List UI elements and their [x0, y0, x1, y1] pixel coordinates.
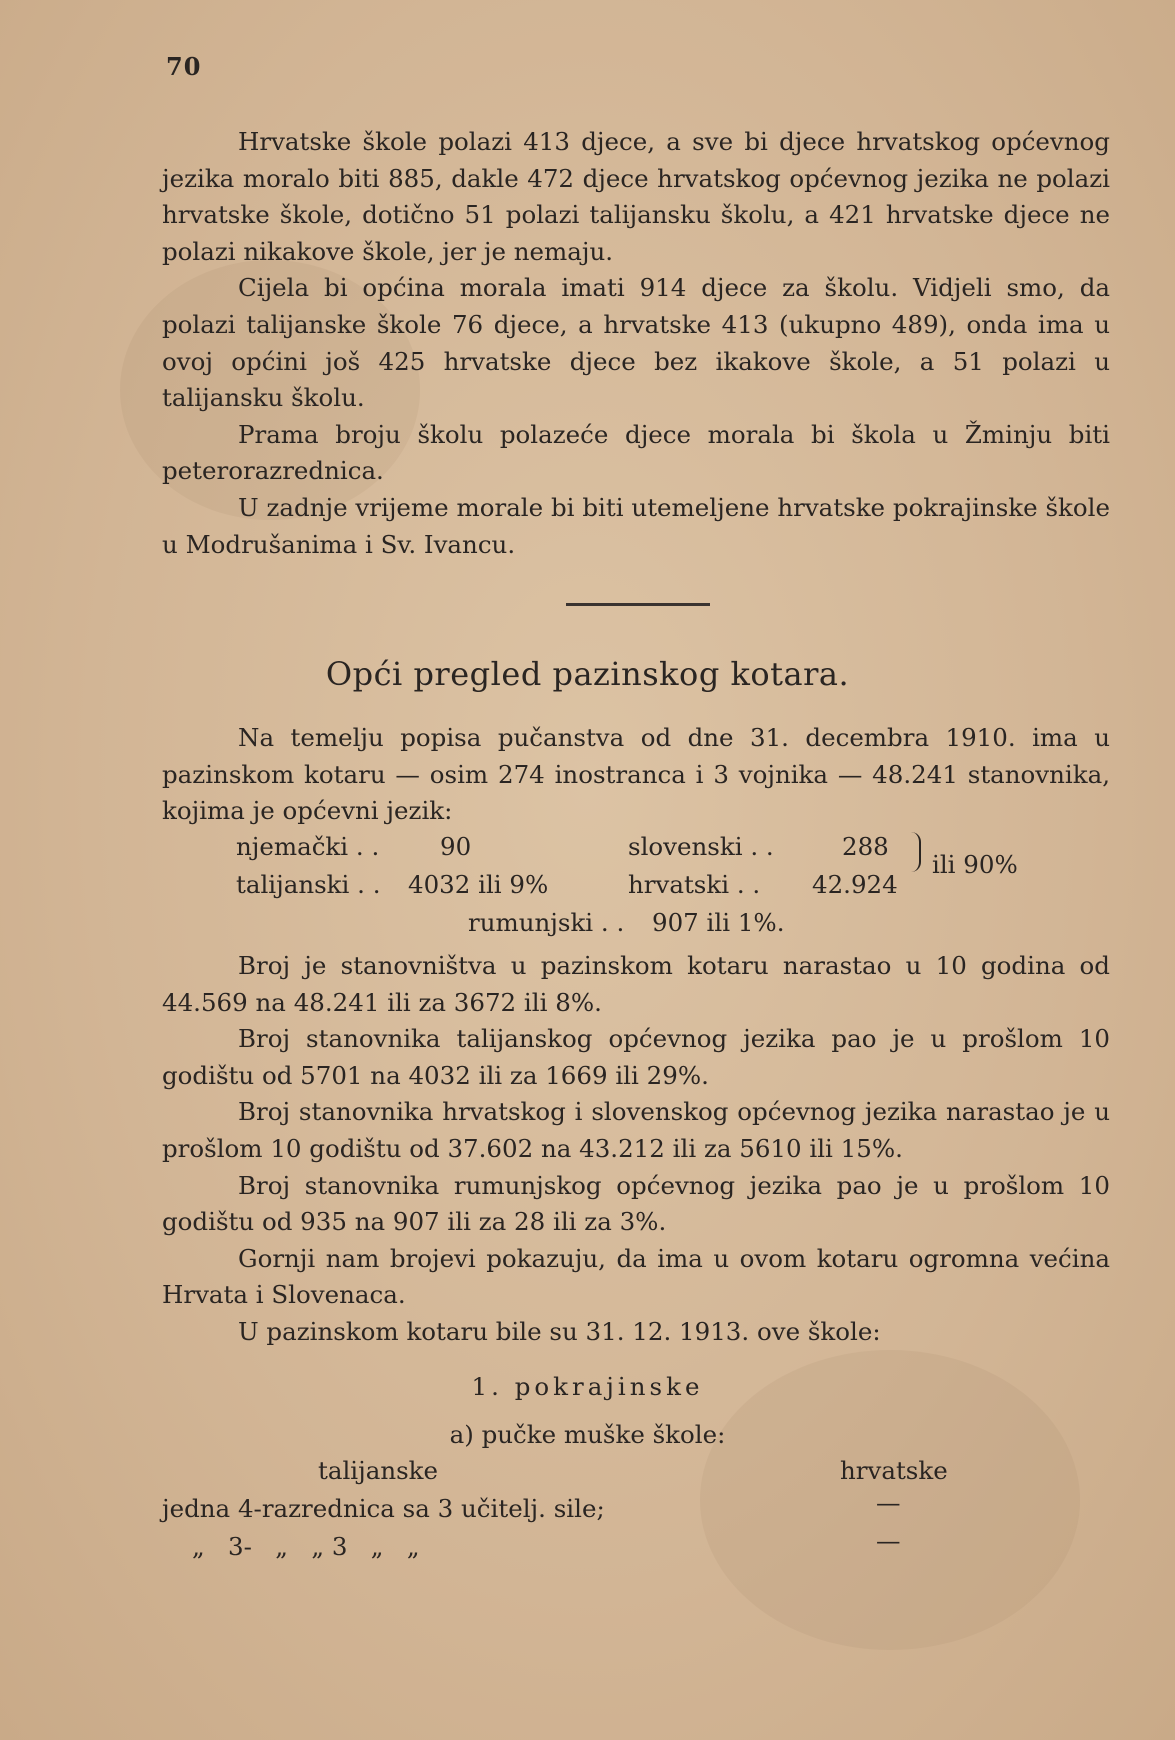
lang-label-slovene: slovenski . . — [628, 832, 774, 861]
column-header-italian: talijanske — [318, 1456, 439, 1485]
lang-value-german: 90 — [440, 832, 472, 861]
paragraph: Prama broju školu polazeće djece morala bi škola u Žminju biti peterorazrednica. — [162, 419, 1110, 486]
lang-value-romanian: 907 ili 1%. — [652, 908, 785, 937]
lang-value-slovene: 288 — [842, 832, 889, 861]
brace-note: ili 90% — [932, 850, 1018, 879]
subsection-title: a) pučke muške škole: — [449, 1420, 726, 1449]
lang-label-german: njemački . . — [236, 832, 380, 861]
lang-value-croatian: 42.924 — [812, 870, 898, 899]
subheading: 1. pokrajinske — [471, 1372, 704, 1401]
grouping-brace — [907, 832, 921, 872]
paragraph: U pazinskom kotaru bile su 31. 12. 1913. ove škole: — [238, 1316, 881, 1346]
paragraph: Broj stanovnika rumunjskog općevnog jezika pao je u prošlom 10 godištu od 935 na 907 ili za 28 ili za 3%. — [162, 1170, 1110, 1237]
lang-label-romanian: rumunjski . . — [468, 908, 625, 937]
intro-paragraph: Na temelju popisa pučanstva od dne 31. decembra 1910. ima u pazinskom kotaru — osim 274 inostranca i 3 vojnika — 48.241 stanovnika, kojima je općevni jezik: — [162, 723, 1110, 826]
lang-value-italian: 4032 ili 9% — [408, 870, 549, 899]
paragraph: U zadnje vrijeme morale bi biti utemeljene hrvatske pokrajinske škole u Modrušanima i Sv. Ivancu. — [162, 492, 1110, 559]
paragraph: Hrvatske škole polazi 413 djece, a sve bi djece hrvatskog općevnog jezika moralo biti 885, dakle 472 djece hrvatskog općevnog jezika ne polazi hrvatske škole, dotično 51 polazi talijansku školu, a 421 hrvatske djece ne polazi nikakove škole, jer je nemaju. — [162, 127, 1110, 266]
section-title: Opći pregled pazinskog kotara. — [325, 655, 850, 693]
school-row-right: — — [876, 1488, 901, 1517]
paragraph: Gornji nam brojevi pokazuju, da ima u ovom kotaru ogromna većina Hrvata i Slovenaca. — [162, 1243, 1110, 1310]
section-divider — [566, 603, 710, 606]
paragraph: Broj stanovnika talijanskog općevnog jezika pao je u prošlom 10 godištu od 5701 na 4032 ili za 1669 ili 29%. — [162, 1024, 1110, 1090]
paragraph: Broj stanovnika hrvatskog i slovenskog općevnog jezika narastao je u prošlom 10 godištu od 37.602 na 43.212 ili za 5610 ili 15%. — [162, 1097, 1110, 1163]
school-row-right: — — [876, 1526, 901, 1555]
top-text-block — [162, 124, 1110, 563]
page-number: 70 — [166, 52, 202, 81]
school-row-left: „ 3- „ „ 3 „ „ — [192, 1532, 420, 1561]
column-header-croatian: hrvatske — [840, 1456, 948, 1485]
bottom-text-block — [162, 948, 1110, 1351]
lang-label-croatian: hrvatski . . — [628, 870, 761, 899]
intro-text-block — [162, 720, 1110, 830]
school-row-left: jedna 4-razrednica sa 3 učitelj. sile; — [162, 1494, 605, 1523]
lang-label-italian: talijanski . . — [236, 870, 381, 899]
paragraph: Broj je stanovništva u pazinskom kotaru narastao u 10 godina od 44.569 na 48.241 ili za 3672 ili 8%. — [162, 951, 1110, 1017]
paragraph: Cijela bi općina morala imati 914 djece za školu. Vidjeli smo, da polazi talijanske škole 76 djece, a hrvatske 413 (ukupno 489), onda ima u ovoj općini još 425 hrvatske djece bez ikakove škole, a 51 polazi u talijansku školu. — [162, 273, 1110, 413]
